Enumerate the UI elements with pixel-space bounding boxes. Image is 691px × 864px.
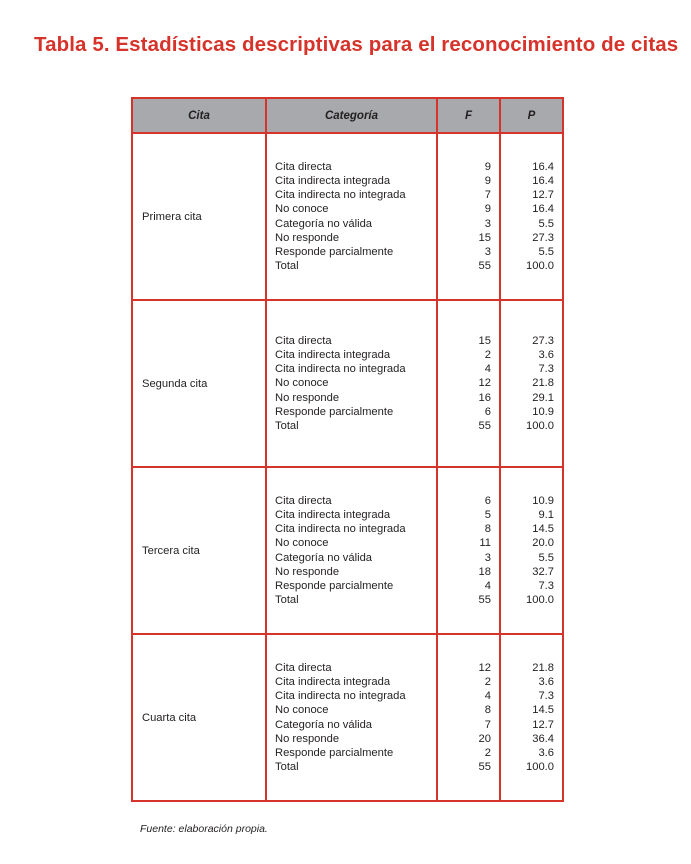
header-f: F (437, 98, 500, 133)
percentage-value: 100.0 (526, 594, 554, 607)
cita-label: Cuarta cita (132, 634, 266, 801)
frequency-value: 7 (484, 718, 491, 731)
category-label: Total (275, 260, 299, 273)
table-row (132, 467, 563, 634)
frequency-value: 8 (484, 704, 491, 717)
category-label: Cita indirecta integrada (275, 508, 391, 521)
percentage-cell (500, 300, 563, 467)
frequency-value: 4 (484, 363, 491, 376)
frequency-value: 3 (484, 551, 491, 564)
percentage-cell (500, 634, 563, 801)
category-label: Responde parcialmente (275, 245, 394, 258)
frequency-value: 5 (484, 508, 491, 521)
category-label: Cita directa (275, 494, 332, 507)
category-label: No conoce (275, 704, 329, 717)
frequency-value: 4 (484, 579, 491, 592)
category-label: No conoce (275, 203, 329, 216)
category-label: Cita indirecta no integrada (275, 523, 406, 536)
frequency-value: 16 (478, 391, 491, 404)
percentage-cell (500, 133, 563, 300)
frequency-value: 2 (484, 675, 491, 688)
percentage-value: 27.3 (532, 231, 554, 244)
category-label: Total (275, 761, 299, 774)
frequency-value: 20 (478, 732, 491, 745)
table-body (132, 133, 563, 801)
category-label: Cita indirecta no integrada (275, 690, 406, 703)
category-label: No responde (275, 231, 340, 244)
category-label: Cita directa (275, 160, 332, 173)
percentage-value: 3.6 (538, 746, 554, 759)
category-label: Cita indirecta integrada (275, 675, 391, 688)
cita-label: Segunda cita (132, 300, 266, 467)
frequency-cell (437, 300, 500, 467)
category-label: Categoría no válida (275, 217, 373, 230)
frequency-cell (437, 133, 500, 300)
percentage-value: 29.1 (532, 391, 554, 404)
category-label: Responde parcialmente (275, 405, 394, 418)
percentage-value: 12.7 (532, 718, 554, 731)
frequency-value: 4 (484, 690, 491, 703)
percentage-cell (500, 467, 563, 634)
frequency-value: 55 (478, 420, 491, 432)
percentage-value: 9.1 (538, 508, 554, 521)
frequency-value: 9 (484, 160, 491, 173)
percentage-value: 5.5 (538, 245, 554, 258)
category-label: Responde parcialmente (275, 746, 394, 759)
percentage-value: 100.0 (526, 420, 554, 432)
percentage-value: 100.0 (526, 260, 554, 273)
frequency-value: 12 (478, 377, 491, 390)
percentage-value: 14.5 (532, 523, 554, 536)
category-label: No conoce (275, 537, 329, 550)
percentage-value: 36.4 (532, 732, 554, 745)
frequency-value: 55 (478, 761, 491, 774)
category-label: Total (275, 594, 299, 607)
statistics-table (131, 97, 564, 802)
category-label: Cita directa (275, 334, 332, 347)
category-label: No responde (275, 391, 340, 404)
category-label: No conoce (275, 377, 329, 390)
percentage-value: 10.9 (532, 405, 554, 418)
table-title: Tabla 5. Estadísticas descriptivas para el reconocimiento de citas (34, 33, 679, 56)
percentage-value: 10.9 (532, 494, 554, 507)
percentage-value: 21.8 (532, 661, 554, 674)
percentage-value: 12.7 (532, 189, 554, 202)
table-row (132, 300, 563, 467)
category-label: Total (275, 420, 299, 432)
header-row (132, 98, 563, 133)
percentage-value: 14.5 (532, 704, 554, 717)
percentage-value: 3.6 (538, 675, 554, 688)
percentage-value: 16.4 (532, 160, 554, 173)
percentage-value: 20.0 (532, 537, 554, 550)
frequency-value: 8 (484, 523, 491, 536)
percentage-value: 7.3 (538, 363, 554, 376)
percentage-value: 7.3 (538, 579, 554, 592)
frequency-value: 6 (484, 405, 491, 418)
category-label: Responde parcialmente (275, 579, 394, 592)
frequency-value: 7 (484, 189, 491, 202)
category-label: Categoría no válida (275, 718, 373, 731)
frequency-value: 15 (478, 231, 491, 244)
category-cell (266, 634, 437, 801)
category-label: No responde (275, 732, 340, 745)
category-cell (266, 467, 437, 634)
frequency-value: 55 (478, 260, 491, 273)
percentage-value: 16.4 (532, 174, 554, 187)
category-label: Cita indirecta no integrada (275, 363, 406, 376)
header-cita: Cita (132, 98, 266, 133)
frequency-value: 12 (478, 661, 491, 674)
frequency-value: 18 (478, 565, 491, 578)
frequency-value: 3 (484, 245, 491, 258)
frequency-value: 9 (484, 203, 491, 216)
category-cell (266, 300, 437, 467)
category-label: Cita directa (275, 661, 332, 674)
category-label: Cita indirecta integrada (275, 348, 391, 361)
frequency-cell (437, 467, 500, 634)
percentage-value: 21.8 (532, 377, 554, 390)
frequency-value: 15 (478, 334, 491, 347)
table-row (132, 634, 563, 801)
frequency-value: 9 (484, 174, 491, 187)
header-p: P (500, 98, 563, 133)
percentage-value: 3.6 (538, 348, 554, 361)
percentage-value: 16.4 (532, 203, 554, 216)
category-label: Categoría no válida (275, 551, 373, 564)
frequency-value: 55 (478, 594, 491, 607)
percentage-value: 5.5 (538, 551, 554, 564)
source-note: Fuente: elaboración propia. (140, 823, 268, 835)
frequency-value: 2 (484, 746, 491, 759)
frequency-value: 3 (484, 217, 491, 230)
percentage-value: 5.5 (538, 217, 554, 230)
category-label: No responde (275, 565, 340, 578)
cita-label: Primera cita (132, 133, 266, 300)
frequency-value: 2 (484, 348, 491, 361)
category-label: Cita indirecta no integrada (275, 189, 406, 202)
percentage-value: 27.3 (532, 334, 554, 347)
table-row (132, 133, 563, 300)
header-categoria: Categoría (266, 98, 437, 133)
percentage-value: 32.7 (532, 565, 554, 578)
cita-label: Tercera cita (132, 467, 266, 634)
category-cell (266, 133, 437, 300)
frequency-value: 6 (484, 494, 491, 507)
percentage-value: 100.0 (526, 761, 554, 774)
percentage-value: 7.3 (538, 690, 554, 703)
category-label: Cita indirecta integrada (275, 174, 391, 187)
frequency-cell (437, 634, 500, 801)
frequency-value: 11 (479, 537, 491, 550)
